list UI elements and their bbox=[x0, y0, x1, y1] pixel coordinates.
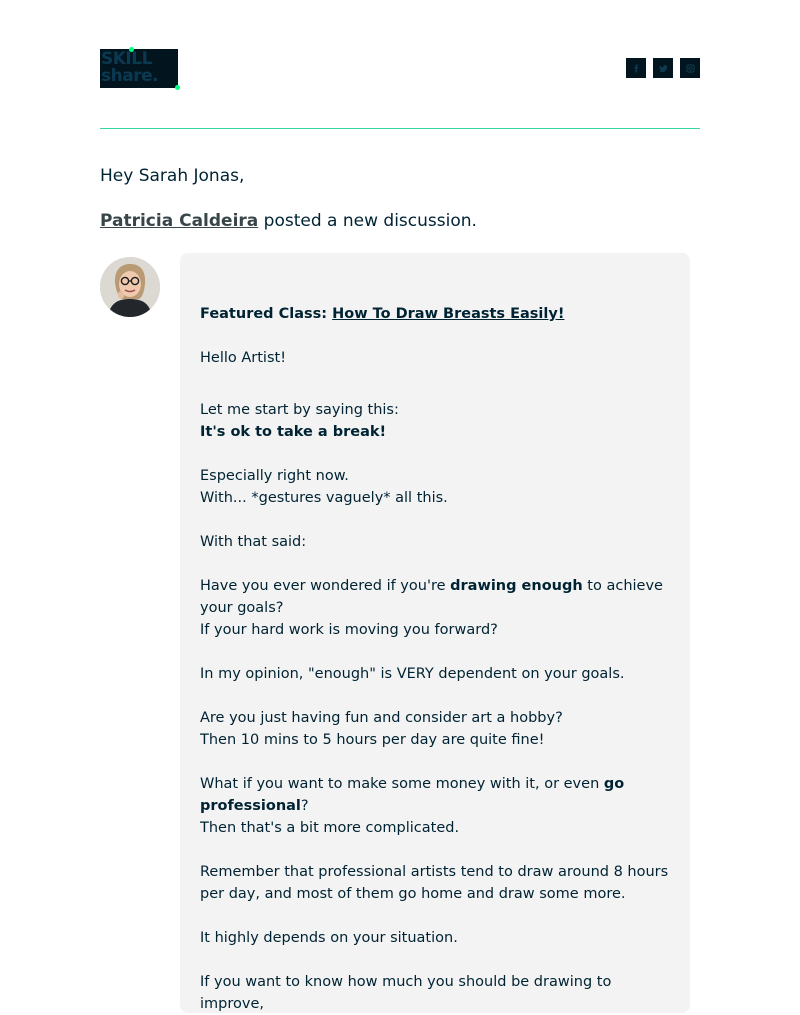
social-links bbox=[626, 58, 700, 78]
money-line bbox=[200, 773, 670, 817]
wonder-line bbox=[200, 575, 670, 619]
post-action-text: posted a new discussion. bbox=[258, 211, 477, 231]
opinion-line: In my opinion, "enough" is VERY dependent on your goals. bbox=[200, 666, 625, 682]
twitter-icon[interactable] bbox=[653, 58, 673, 78]
facebook-icon[interactable] bbox=[626, 58, 646, 78]
featured-class bbox=[200, 303, 670, 325]
fine-line: Then 10 mins to 5 hours per day are quite fine! bbox=[200, 732, 545, 748]
complicated-line: Then that's a bit more complicated. bbox=[200, 820, 460, 836]
greeting: Hey Sarah Jonas, bbox=[100, 166, 245, 186]
email-header bbox=[100, 48, 700, 90]
remember-line: Remember that professional artists tend to draw around 8 hours per day, and most of them go home and draw some more. bbox=[200, 864, 669, 902]
discussion-body bbox=[200, 303, 670, 1015]
discussion-card bbox=[180, 253, 690, 1013]
wonder-bold: drawing enough bbox=[450, 578, 583, 594]
if-want-line: If you want to know how much you should be drawing to improve, bbox=[200, 974, 612, 1012]
break-line bbox=[200, 421, 670, 443]
instagram-icon[interactable] bbox=[680, 58, 700, 78]
gestures-line: With... *gestures vaguely* all this. bbox=[200, 490, 448, 506]
wonder-pre: Have you ever wondered if you're bbox=[200, 578, 451, 594]
author-link[interactable]: Patricia Caldeira bbox=[100, 211, 259, 231]
logo-text-line1: SKILL bbox=[101, 49, 152, 69]
avatar[interactable] bbox=[100, 257, 160, 317]
hello-line: Hello Artist! bbox=[200, 350, 287, 366]
money-pre: What if you want to make some money with it, or even bbox=[200, 776, 604, 792]
featured-class-link[interactable]: How To Draw Breasts Easily! bbox=[332, 306, 565, 322]
logo-text-line2: share. bbox=[101, 66, 159, 86]
logo-dot bbox=[175, 85, 180, 90]
money-post: ? bbox=[300, 798, 309, 814]
hard-work-line: If your hard work is moving you forward? bbox=[200, 622, 498, 638]
with-that-line: With that said: bbox=[200, 534, 307, 550]
depends-line: It highly depends on your situation. bbox=[200, 930, 458, 946]
money-bold: go professional bbox=[200, 776, 625, 814]
post-notice bbox=[100, 209, 477, 233]
wonder-post: to achieve your goals? bbox=[200, 578, 663, 616]
especially-line: Especially right now. bbox=[200, 468, 349, 484]
start-line: Let me start by saying this: bbox=[200, 402, 399, 418]
skillshare-logo[interactable] bbox=[100, 49, 178, 88]
break-text: It's ok to take a break! bbox=[200, 424, 387, 440]
hobby-line: Are you just having fun and consider art a hobby? bbox=[200, 710, 563, 726]
featured-label: Featured Class: bbox=[200, 306, 333, 322]
header-divider bbox=[100, 128, 700, 129]
